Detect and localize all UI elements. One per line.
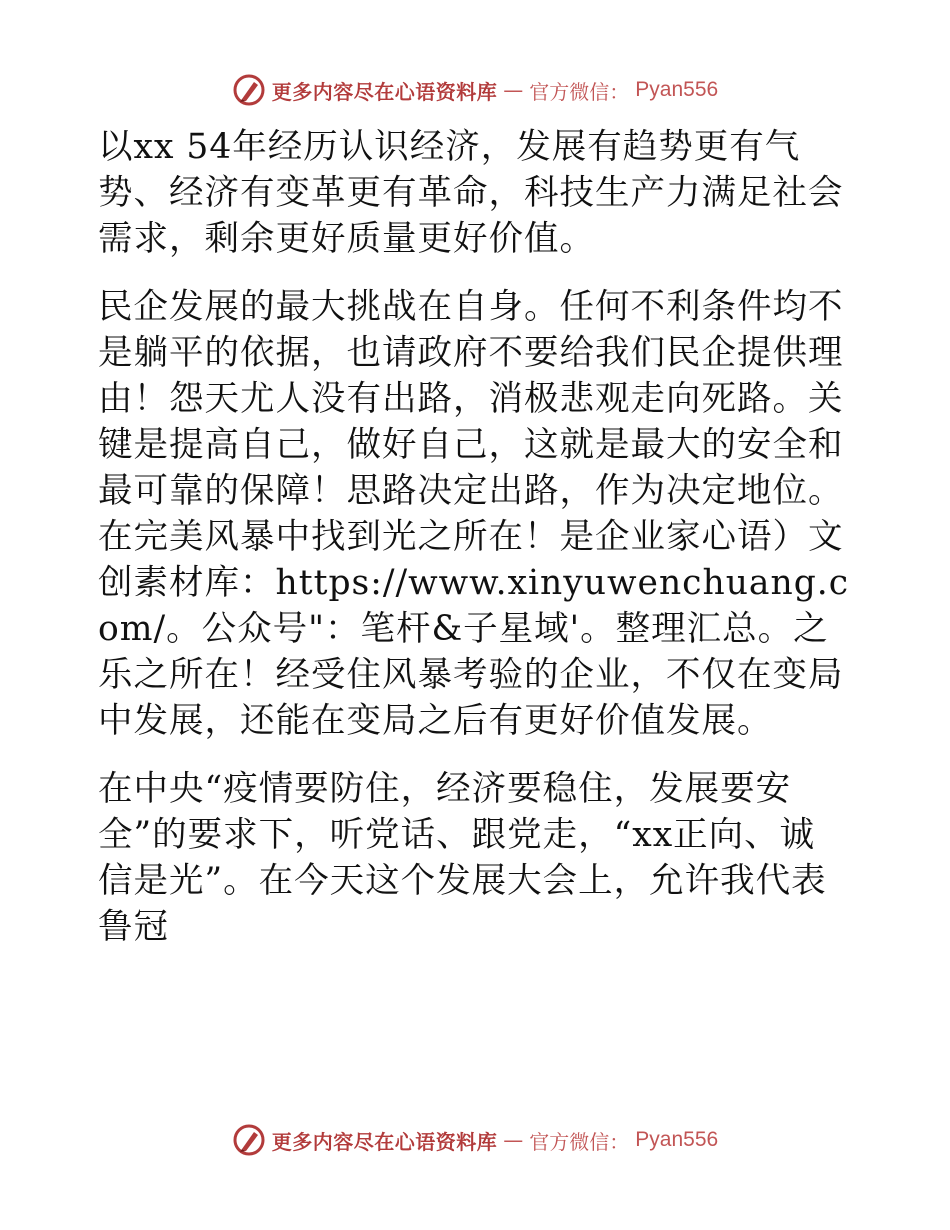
- header-separator: —: [503, 78, 524, 102]
- document-body: [98, 124, 850, 972]
- footer-separator: —: [503, 1128, 524, 1152]
- footer-wechat-id: Pyan556: [635, 1128, 719, 1151]
- footer-banner: [0, 1120, 950, 1160]
- paragraph-2: 民企发展的最大挑战在自身。任何不利条件均不是躺平的依据，也请政府不要给我们民企提供理由！怨天尤人没有出路，消极悲观走向死路。关键是提高自己，做好自己，这就是最大的安全和最可靠的保障！思路决定出路，作为决定地位。在完美风暴中找到光之所在！是企业家心语）文创素材库：https://www.xinyuwenchuang.com/。公众号"：笔杆&子星域'。整理汇总。之乐之所在！经受住风暴考验的企业，不仅在变局中发展，还能在变局之后有更好价值发展。: [98, 287, 850, 741]
- footer-brand-text: 更多内容尽在心语资料库: [271, 1129, 498, 1154]
- pen-logo-icon: [232, 1123, 266, 1157]
- header-wechat-id: Pyan556: [635, 78, 719, 101]
- paragraph-3: 在中央“疫情要防住，经济要稳住，发展要安全”的要求下，听党话、跟党走，“xx正向、诚信是光”。在今天这个发展大会上，允许我代表鲁冠: [98, 769, 827, 947]
- header-banner: [0, 70, 950, 110]
- header-brand-text: 更多内容尽在心语资料库: [271, 79, 498, 104]
- header-wechat-label: 官方微信：: [529, 79, 630, 104]
- paragraph-1: 以xx 54年经历认识经济，发展有趋势更有气势、经济有变革更有革命，科技生产力满足社会需求，剩余更好质量更好价值。: [98, 127, 844, 259]
- footer-wechat-label: 官方微信：: [529, 1129, 630, 1154]
- pen-logo-icon: [232, 73, 266, 107]
